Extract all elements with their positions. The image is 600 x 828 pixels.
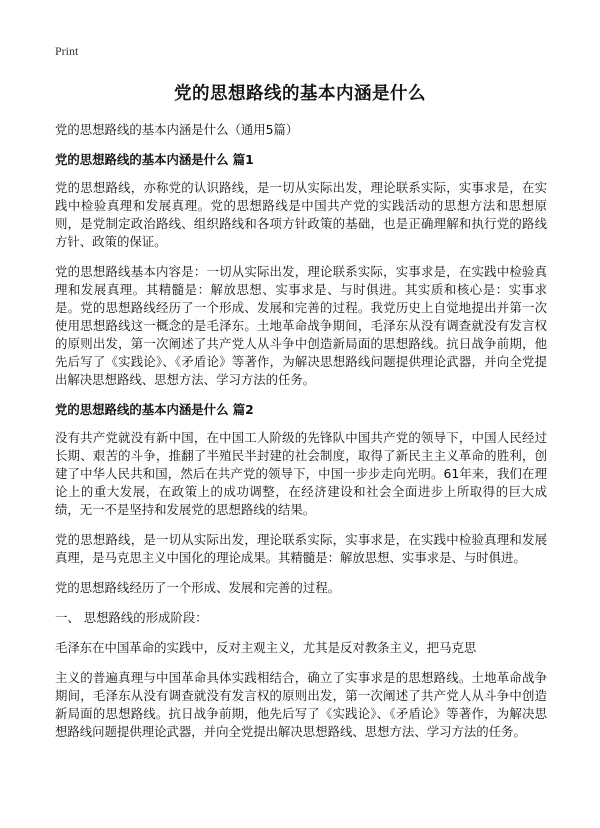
print-label[interactable]: Print [55, 44, 79, 58]
paragraph: 一、 思想路线的形成阶段： [55, 610, 208, 625]
paragraph: 党的思想路线经历了一个形成、发展和完善的过程。 [55, 580, 340, 595]
paragraph: 党的思想路线，是一切从实际出发，理论联系实际，实事求是，在实践中检验真理和发展真理，是马克思主义中国化的理论成果。其精髓是：解放思想、实事求是、与时俱进。 [55, 532, 547, 565]
paragraph: 主义的普遍真理与中国革命具体实践相结合，确立了实事求是的思想路线。土地革命战争期间，毛泽东从没有调查就没有发言权的原则出发，第一次阐述了共产党人从斗争中创造新局面的思想路线。抗日战争前期，他先后写了《实践论》、《矛盾论》等著作，为解决思想路线问题提供理论武器，并向全党提出解决思想路线、思想方法、学习方法的任务。 [55, 670, 547, 739]
paragraph: 党的思想路线，亦称党的认识路线，是一切从实际出发，理论联系实际，实事求是，在实践中检验真理和发展真理。党的思想路线是中国共产党的实践活动的思想方法和思想原则，是党制定政治路线、组织路线和各项方针政策的基础，也是正确理解和执行党的路线方针、政策的保证。 [55, 180, 547, 249]
document-body [55, 121, 547, 753]
document-subtitle: 党的思想路线的基本内涵是什么（通用5篇） [55, 122, 299, 137]
paragraph: 毛泽东在中国革命的实践中，反对主观主义，尤其是反对教条主义，把马克思 [55, 640, 477, 655]
paragraph: 没有共产党就没有新中国，在中国工人阶级的先锋队中国共产党的领导下，中国人民经过长期、艰苦的斗争，推翻了半殖民半封建的社会制度，取得了新民主主义革命的胜利，创建了中华人民共和国，然后在共产党的领导下，中国一步步走向光明。61年来，我们在理论上的重大发展，在政策上的成功调整，在经济建设和社会全面进步上所取得的巨大成绩，无一不是坚持和发展党的思想路线的结果。 [55, 430, 547, 517]
section-heading-2: 党的思想路线的基本内涵是什么 篇2 [55, 402, 254, 417]
document-title: 党的思想路线的基本内涵是什么 [174, 84, 426, 104]
paragraph: 党的思想路线基本内容是：一切从实际出发，理论联系实际，实事求是，在实践中检验真理和发展真理。其精髓是：解放思想、实事求是、与时俱进。其实质和核心是：实事求是。党的思想路线经历了一个形成、发展和完善的过程。我党历史上自觉地提出并第一次使用思想路线这一概念的是毛泽东。土地革命战争期间，毛泽东从没有调查就没有发言权的原则出发，第一次阐述了共产党人从斗争中创造新局面的思想路线。抗日战争前期，他先后写了《实践论》、《矛盾论》等著作，为解决思想路线问题提供理论武器，并向全党提出解决思想路线、思想方法、学习方法的任务。 [55, 264, 547, 387]
section-heading-1: 党的思想路线的基本内涵是什么 篇1 [55, 152, 254, 167]
